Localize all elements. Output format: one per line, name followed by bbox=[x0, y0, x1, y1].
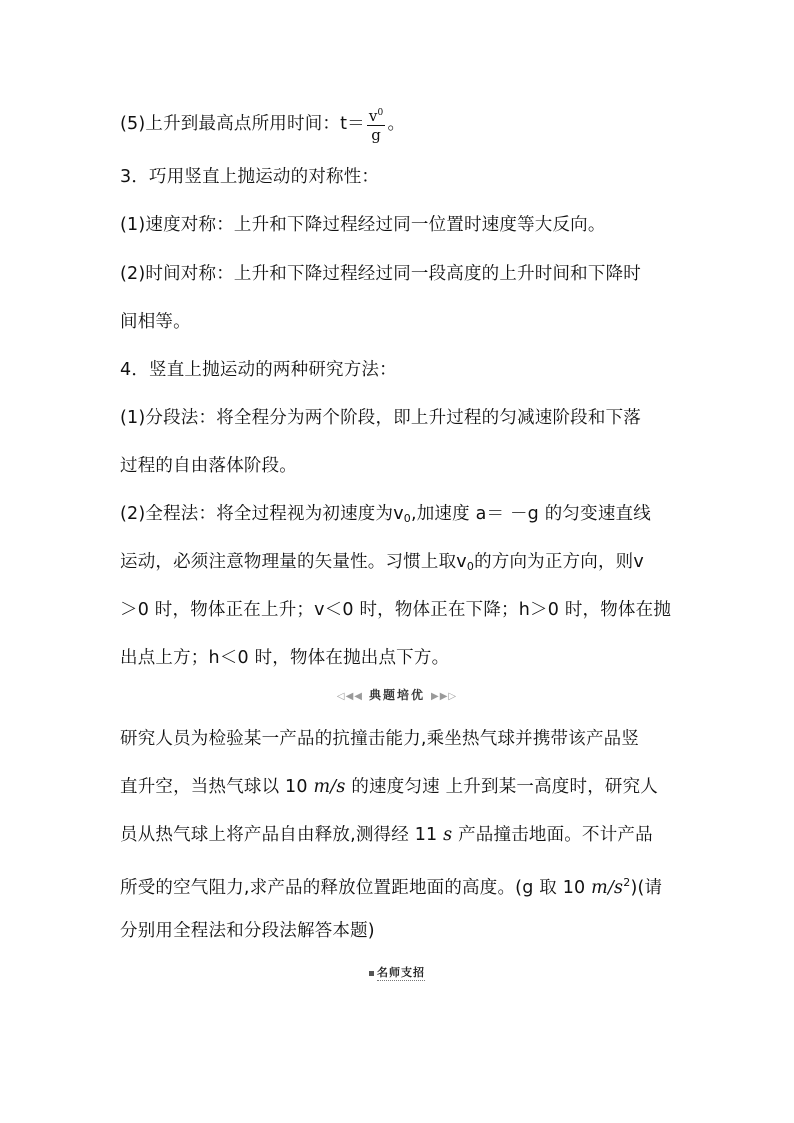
section-4-item-2-line-3: ＞0 时，物体正在上升；v＜0 时，物体正在下降；h＞0 时，物体在抛 bbox=[120, 600, 672, 620]
subscript: 0 bbox=[466, 560, 475, 573]
problem-line-2 bbox=[120, 775, 658, 799]
text-segment: ,加速度 a＝ －g 的匀变速直线 bbox=[410, 504, 651, 524]
problem-line-3 bbox=[120, 823, 653, 847]
problem-line-4 bbox=[120, 871, 662, 900]
section-4-item-1-line-2: 过程的自由落体阶段。 bbox=[120, 456, 297, 476]
problem-line-1: 研究人员为检验某一产品的抗撞击能力,乘坐热气球并携带该产品竖 bbox=[120, 729, 640, 749]
text-segment: 直升空，当热气球以 10 bbox=[120, 777, 314, 797]
text-segment: )(请 bbox=[630, 877, 663, 898]
text-segment: 运动，必须注意物理量的矢量性。习惯上取v bbox=[120, 552, 467, 572]
banner-title: 典题培优 bbox=[368, 688, 425, 702]
text-segment: 的速度匀速 上升到某一高度时，研究人 bbox=[345, 777, 659, 797]
text-segment: 所受的空气阻力,求产品的释放位置距地面的高度。(g 取 10 bbox=[120, 877, 592, 898]
unit: s bbox=[443, 825, 453, 845]
problem-line-5: 分别用全程法和分段法解答本题) bbox=[120, 921, 375, 941]
fraction-denominator: g bbox=[371, 126, 382, 144]
section-3-title: 3．巧用竖直上抛运动的对称性： bbox=[120, 167, 380, 187]
guide-title: 名师支招 bbox=[377, 966, 425, 979]
section-3-item-1: (1)速度对称：上升和下降过程经过同一位置时速度等大反向。 bbox=[120, 215, 606, 235]
fraction-numerator-sup: 0 bbox=[377, 108, 384, 118]
left-arrows-icon: ◁◀◀ bbox=[336, 691, 363, 702]
section-banner bbox=[0, 686, 794, 703]
unit: m/s bbox=[591, 877, 624, 898]
item-5-prefix: (5)上升到最高点所用时间：t＝ bbox=[120, 114, 365, 134]
text-segment: 产品撞击地面。不计产品 bbox=[452, 825, 653, 845]
section-3-item-2-line-2: 间相等。 bbox=[120, 312, 191, 332]
subscript: 0 bbox=[403, 512, 411, 525]
fraction-numerator: v bbox=[368, 107, 378, 125]
section-4-item-2-line-2 bbox=[120, 550, 644, 579]
section-4-item-2-line-4: 出点上方；h＜0 时，物体在抛出点下方。 bbox=[120, 648, 450, 668]
section-4-item-1-line-1: (1)分段法：将全程分为两个阶段，即上升过程的匀减速阶段和下落 bbox=[120, 408, 641, 428]
item-5 bbox=[120, 104, 405, 144]
unit: m/s bbox=[313, 777, 346, 797]
section-4-title: 4．竖直上抛运动的两种研究方法： bbox=[120, 360, 397, 380]
square-marker-icon bbox=[369, 971, 374, 976]
section-4-item-2-line-1 bbox=[120, 502, 651, 531]
text-segment: 员从热气球上将产品自由释放,测得经 11 bbox=[120, 825, 444, 845]
section-3-item-2-line-1: (2)时间对称：上升和下降过程经过同一段高度的上升时间和下降时 bbox=[120, 264, 641, 284]
text-segment: (2)全程法：将全过程视为初速度为v bbox=[120, 504, 404, 524]
superscript: 2 bbox=[623, 876, 631, 889]
item-5-suffix: 。 bbox=[387, 114, 406, 134]
guide-heading bbox=[0, 964, 794, 980]
right-arrows-icon: ▶▶▷ bbox=[431, 691, 458, 702]
fraction-v0-over-g bbox=[367, 104, 386, 144]
text-segment: 的方向为正方向，则v bbox=[474, 552, 644, 572]
